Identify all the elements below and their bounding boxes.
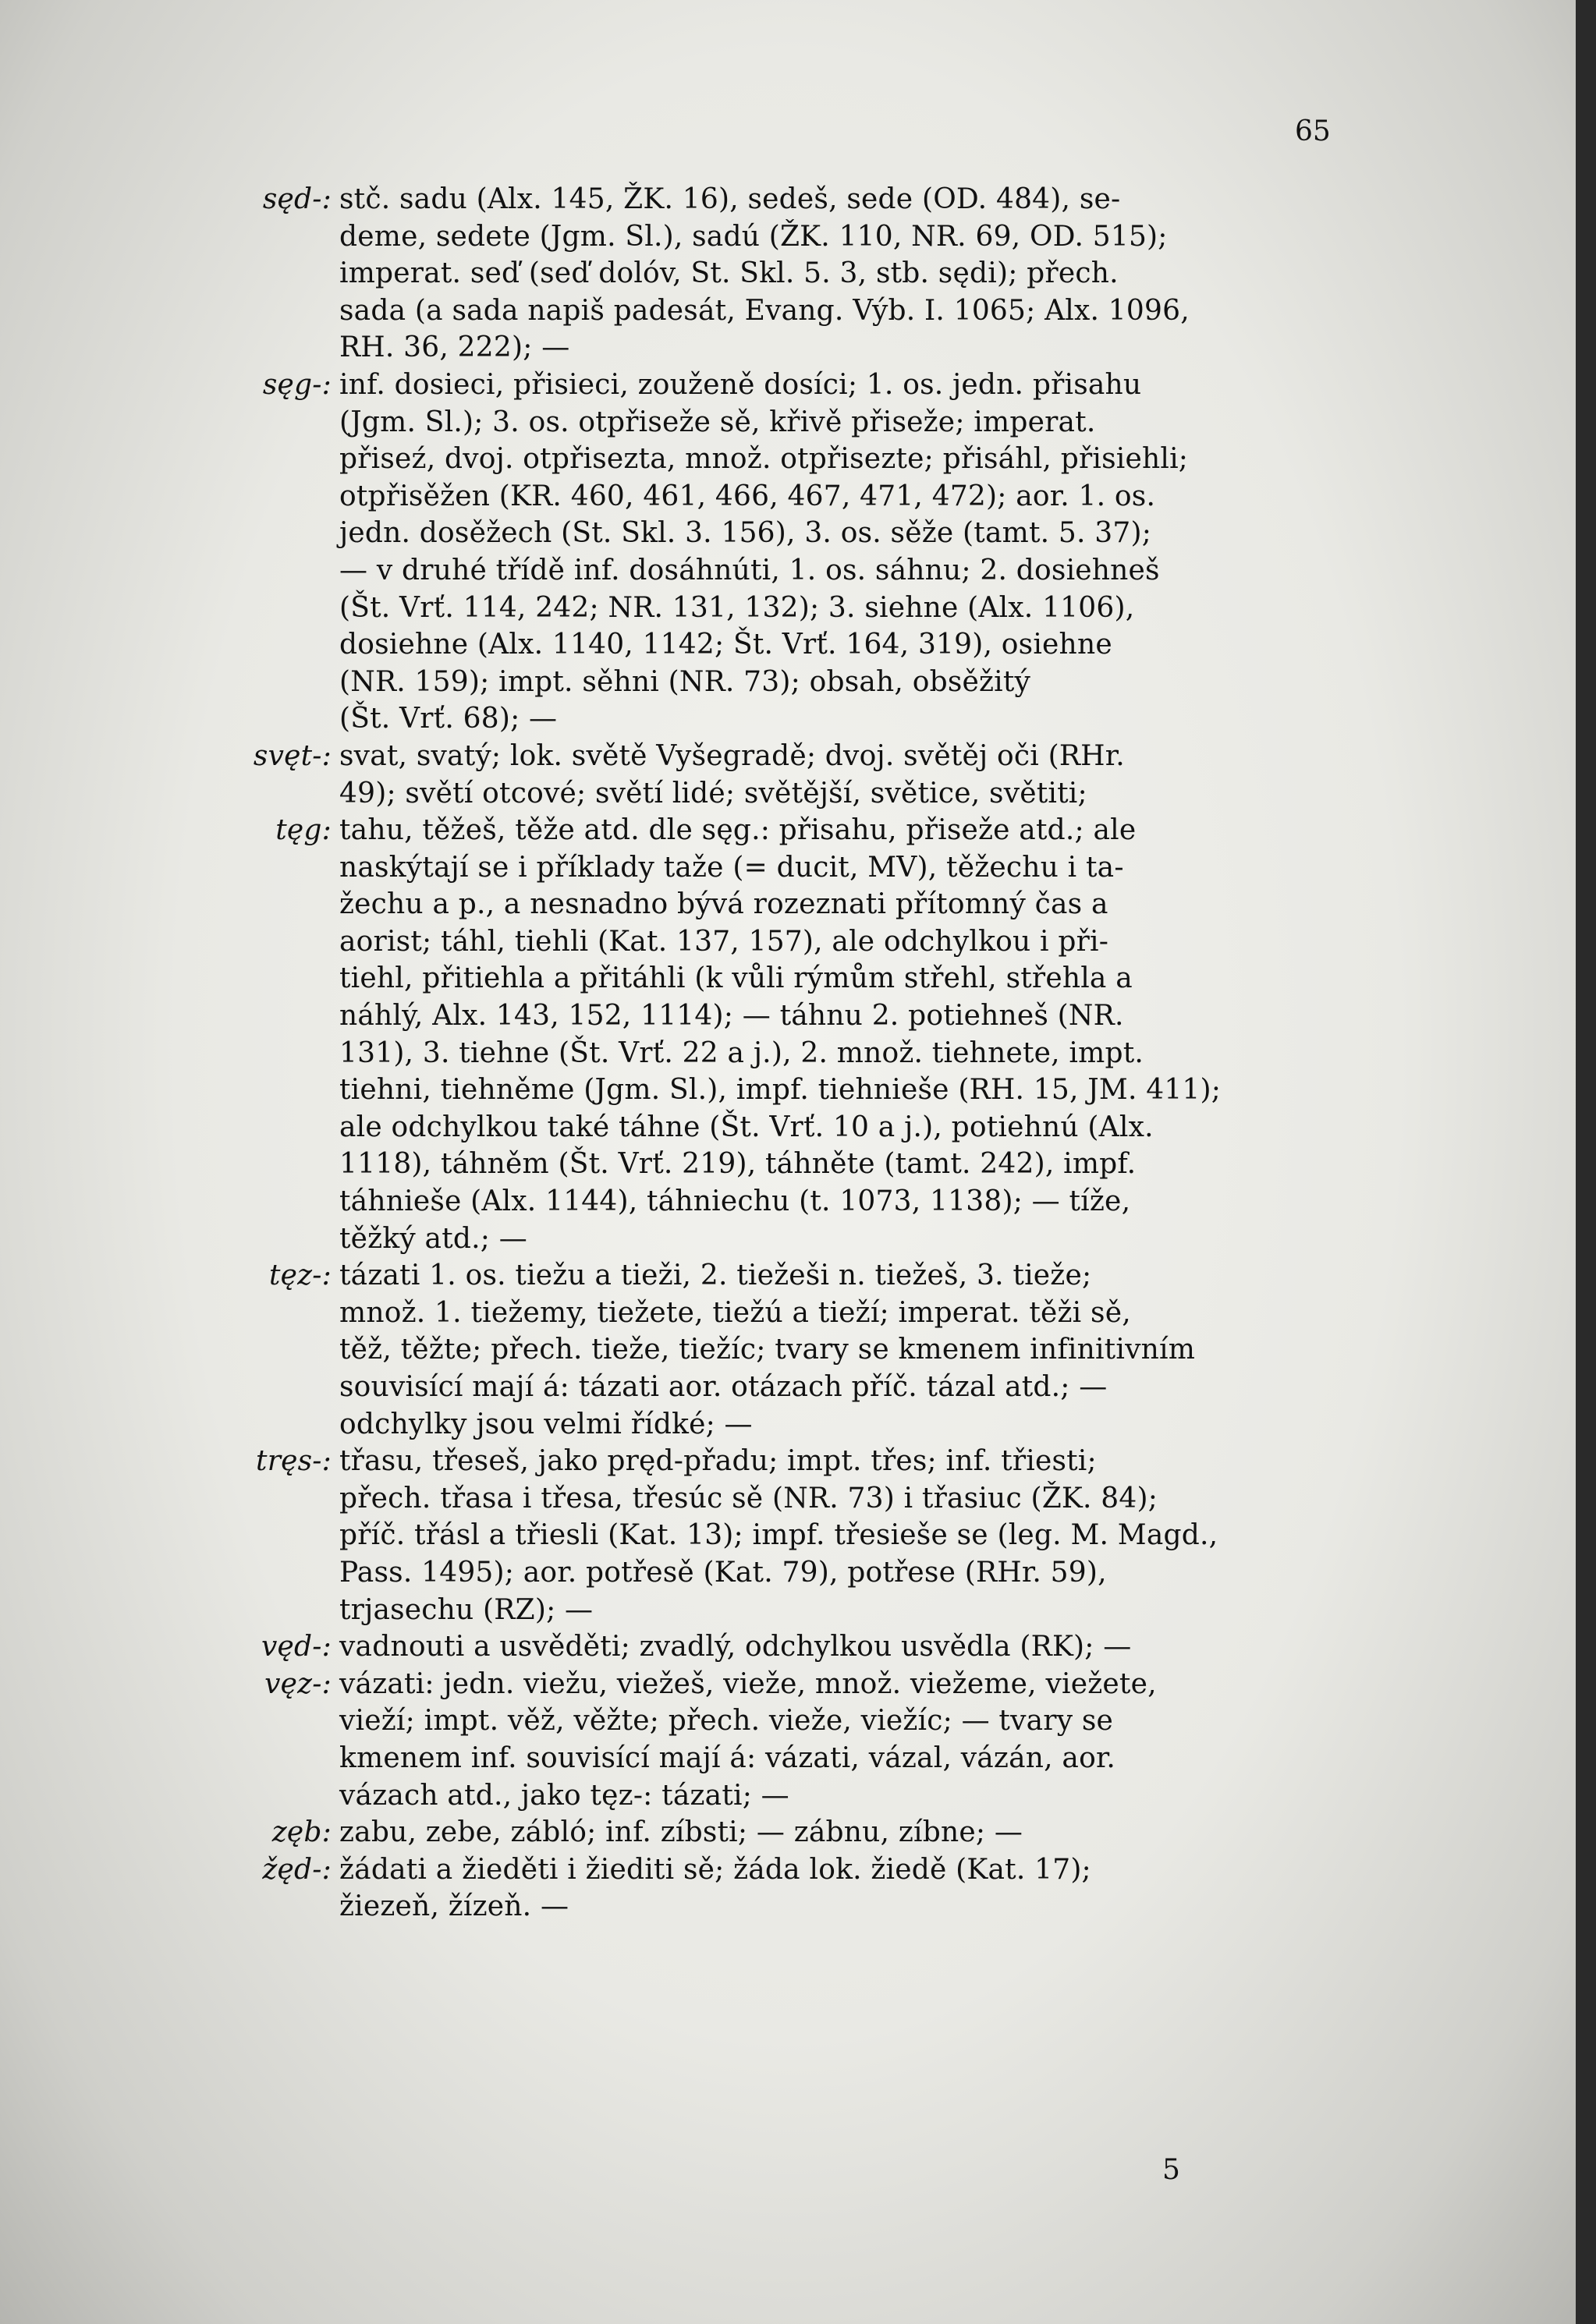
entry-text-line: (Št. Vrť. 68); — — [339, 703, 558, 735]
entry-headword: zęb: — [271, 1816, 332, 1849]
entry-headword: sęd-: — [262, 183, 332, 215]
entry-text-line: těžký atd.; — — [339, 1222, 527, 1255]
entry-text-line: deme, sedete (Jgm. Sl.), sadú (ŽK. 110, NR. 69, OD. 515); — [339, 220, 1168, 253]
entry-text-line: tiehl, přitiehla a přitáhli (k vůli rýmům střehl, střehla a — [339, 962, 1133, 995]
entry-text-line: množ. 1. tiežemy, tiežete, tiežú a tieží; imperat. těži sě, — [339, 1296, 1131, 1329]
entry-text-line: dosiehne (Alx. 1140, 1142; Št. Vrť. 164, 319), osiehne — [339, 629, 1112, 661]
entry-text-line: svat, svatý; lok. světě Vyšegradě; dvoj. světěj oči (RHr. — [339, 739, 1125, 772]
entry-text-line: přech. třasa i třesa, třesúc sě (NR. 73) i třasiuc (ŽK. 84); — [339, 1482, 1158, 1514]
entry-text-line: (Št. Vrť. 114, 242; NR. 131, 132); 3. siehne (Alx. 1106), — [339, 591, 1135, 624]
dictionary-entry — [211, 812, 1361, 1257]
entry-text-line: tázati 1. os. tiežu a tieži, 2. tiežeši n. tiežeš, 3. tieže; — [339, 1259, 1092, 1292]
entry-text-line: imperat. seď (seď dolóv, St. Skl. 5. 3, stb. sędi); přech. — [339, 257, 1119, 290]
dictionary-entry — [211, 738, 1361, 812]
entry-text-line: žiezeň, žízeň. — — [339, 1890, 569, 1923]
entry-text-line: inf. dosieci, přisieci, zouženě dosíci; 1. os. jedn. přisahu — [339, 368, 1142, 401]
entry-text-line: vieží; impt. věž, věžte; přech. vieže, viežíc; — tvary se — [339, 1705, 1114, 1738]
entry-text-line: třasu, třeseš, jako pręd-přadu; impt. třes; inf. třiesti; — [339, 1445, 1097, 1478]
entry-text-line: žádati a žieděti i žiediti sě; žáda lok. žiedě (Kat. 17); — [339, 1853, 1091, 1886]
entry-text-line: jedn. dosěžech (St. Skl. 3. 156), 3. os. sěže (tamt. 5. 37); — [339, 517, 1152, 550]
entry-text-line: tiehni, tiehněme (Jgm. Sl.), impf. tiehnieše (RH. 15, JM. 411); — [339, 1074, 1222, 1107]
entry-text-line: náhlý, Alx. 143, 152, 1114); — táhnu 2. potiehneš (NR. — [339, 1000, 1124, 1033]
dictionary-entry — [211, 1814, 1361, 1851]
entry-text-line: vázati: jedn. viežu, viežeš, vieže, množ. viežeme, viežete, — [339, 1667, 1157, 1700]
entry-text-line: 1118), táhněm (Št. Vrť. 219), táhněte (tamt. 242), impf. — [339, 1148, 1137, 1181]
dictionary-entry — [211, 367, 1361, 738]
entry-text-line: trjasechu (RZ); — — [339, 1593, 594, 1626]
dictionary-entry — [211, 1851, 1361, 1925]
entry-text-line: vázach atd., jako tęz-: tázati; — — [339, 1779, 789, 1812]
entry-text-line: aorist; táhl, tiehli (Kat. 137, 157), ale odchylkou i při- — [339, 925, 1109, 958]
entry-text-line: kmenem inf. souvisící mají á: vázati, vázal, vázán, aor. — [339, 1741, 1116, 1774]
entry-text-line: ale odchylkou také táhne (Št. Vrť. 10 a j.), potiehnú (Alx. — [339, 1111, 1154, 1143]
entry-text-line: přiseź, dvoj. otpřisezta, množ. otpřisezte; přisáhl, přisiehli; — [339, 443, 1189, 476]
entry-headword: tęg: — [275, 814, 332, 847]
entry-text-line: sada (a sada napiš padesát, Evang. Výb. I. 1065; Alx. 1096, — [339, 294, 1190, 327]
entry-text-line: naskýtají se i příklady taže (= ducit, MV), těžechu i ta- — [339, 851, 1124, 884]
entry-headword: žęd-: — [262, 1853, 332, 1886]
entry-text-line: zabu, zebe, zábló; inf. zíbsti; — zábnu, zíbne; — — [339, 1816, 1023, 1849]
entry-text-line: těž, těžte; přech. tieže, tiežíc; tvary se kmenem infinitivním — [339, 1334, 1196, 1366]
entry-text-line: otpřisěžen (KR. 460, 461, 466, 467, 471, 472); aor. 1. os. — [339, 480, 1156, 512]
entry-headword: svęt-: — [253, 739, 332, 772]
entry-headword: vęz-: — [264, 1667, 332, 1700]
entry-text-line: příč. třásl a třiesli (Kat. 13); impf. třesieše se (leg. M. Magd., — [339, 1519, 1218, 1552]
signature-mark: 5 — [1162, 2154, 1180, 2186]
entry-headword: tęz-: — [268, 1259, 332, 1292]
entry-text-line: tahu, těžeš, těže atd. dle sęg.: přisahu, přiseže atd.; ale — [339, 814, 1137, 847]
dictionary-entry — [211, 1257, 1361, 1443]
entry-headword: sęg-: — [262, 368, 332, 401]
entry-text-line: táhnieše (Alx. 1144), táhniechu (t. 1073, 1138); — tíže, — [339, 1185, 1131, 1218]
entry-text-line: (Jgm. Sl.); 3. os. otpřiseže sě, křivě přiseže; imperat. — [339, 406, 1096, 438]
entry-text-line: — v druhé třídě inf. dosáhnúti, 1. os. sáhnu; 2. dosiehneš — [339, 554, 1160, 586]
entry-text-line: Pass. 1495); aor. potřesě (Kat. 79), potřese (RHr. 59), — [339, 1556, 1107, 1589]
entry-text-line: vadnouti a usvěděti; zvadlý, odchylkou usvědla (RK); — — [339, 1631, 1132, 1663]
entry-text-line: 49); světí otcové; světí lidé; světější, světice, světiti; — [339, 777, 1087, 810]
entry-text-line: stč. sadu (Alx. 145, ŽK. 16), sedeš, sede (OD. 484), se- — [339, 183, 1121, 215]
dictionary-entry — [211, 181, 1361, 367]
dictionary-entry — [211, 1628, 1361, 1666]
dictionary-entry — [211, 1443, 1361, 1628]
entry-text-line: (NR. 159); impt. sěhni (NR. 73); obsah, obsěžitý — [339, 665, 1031, 698]
page-number: 65 — [1295, 115, 1331, 147]
entry-headword: tręs-: — [256, 1445, 332, 1478]
entry-text-line: RH. 36, 222); — — [339, 331, 570, 364]
entry-text-line: žechu a p., a nesnadno bývá rozeznati přítomný čas a — [339, 888, 1108, 921]
entry-text-line: souvisící mají á: tázati aor. otázach příč. tázal atd.; — — [339, 1371, 1108, 1403]
entry-headword: vęd-: — [261, 1631, 332, 1663]
entry-text-line: odchylky jsou velmi řídké; — — [339, 1408, 753, 1440]
entry-text-line: 131), 3. tiehne (Št. Vrť. 22 a j.), 2. množ. tiehnete, impt. — [339, 1036, 1144, 1069]
dictionary-entry — [211, 1666, 1361, 1814]
dictionary-entries — [211, 181, 1361, 1925]
